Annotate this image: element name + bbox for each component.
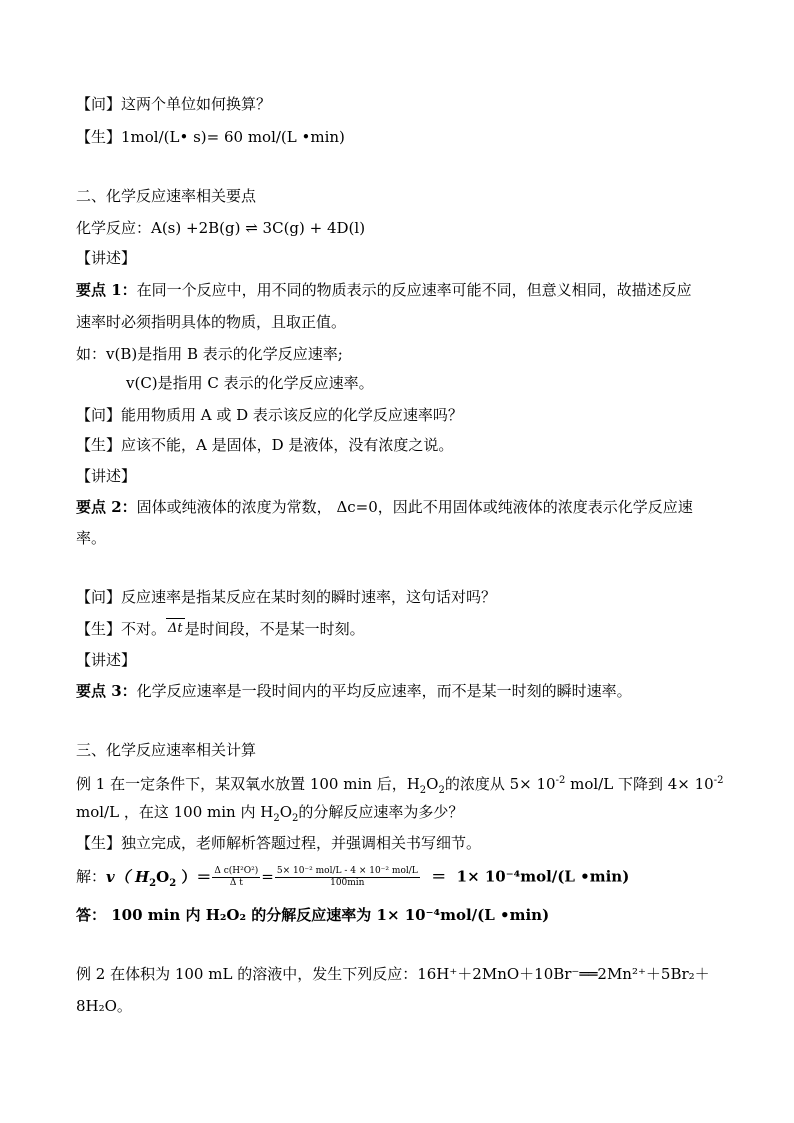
example-2-line-1: 例 2 在体积为 100 mL 的溶液中，发生下列反应：16H⁺＋2MnO＋10Br⁻══2Mn²⁺＋5Br₂＋ bbox=[76, 965, 710, 983]
solution-fraction-1 bbox=[212, 866, 260, 889]
question-3: 【问】反应速率是指某反应在某时刻的瞬时速率，这句话对吗？ bbox=[76, 588, 497, 606]
example-1-text-c: mol/L 下降到 4× 10 bbox=[565, 775, 714, 793]
answer-3-prefix: 【生】不对。 bbox=[76, 620, 167, 638]
example-vc: v(C)是指用 C 表示的化学反应速率。 bbox=[126, 374, 374, 392]
delta-t-symbol: Δt bbox=[166, 618, 185, 639]
point-2-line bbox=[76, 497, 693, 517]
point-3-label: 要点 3： bbox=[76, 682, 137, 700]
solution-label: 解： bbox=[76, 867, 107, 886]
solution-line: 解：v（ $H_2O_2$ ）＝ $\frac{\text{Δ c(H²O²)}}{\text{Δ t}}$ = $\frac{\text{5× 10⁻² mol/L - 4 × 10⁻² mol/L}}{100\min}$ ＝ 1× 10⁻⁴mol/(L •min) bbox=[76, 866, 630, 889]
answer-label: 答： bbox=[76, 906, 107, 924]
example-1-line-2: mol/L ，在这 100 min 内 $H_2O_2$的分解反应速率为多少？ bbox=[76, 803, 464, 824]
section-3-title: 三、化学反应速率相关计算 bbox=[76, 741, 257, 759]
example-1-text-a: 例 1 在一定条件下，某双氧水放置 100 min 后， bbox=[76, 775, 407, 793]
example-1-text-b: 的浓度从 5× 10 bbox=[444, 775, 556, 793]
example-1-text-e: 的分解反应速率为多少？ bbox=[298, 803, 464, 821]
fraction-1-denominator: Δ t bbox=[229, 878, 243, 888]
section-2-title: 二、化学反应速率相关要点 bbox=[76, 187, 257, 205]
answer-3 bbox=[76, 618, 365, 639]
point-1-text: 在同一个反应中，用不同的物质表示的反应速率可能不同，但意义相同，故描述反应 bbox=[136, 281, 692, 299]
point-2-line-2: 率。 bbox=[76, 529, 107, 547]
point-1-label: 要点 1： bbox=[76, 281, 137, 299]
point-2-label: 要点 2： bbox=[76, 498, 137, 516]
question-line: 【问】这两个单位如何换算？ bbox=[76, 95, 272, 113]
question-2: 【问】能用物质用 A 或 D 表示该反应的化学反应速率吗？ bbox=[76, 406, 463, 424]
fraction-2-numerator: 5× 10⁻² mol/L - 4 × 10⁻² mol/L bbox=[276, 866, 418, 876]
answer-line bbox=[76, 905, 549, 925]
reaction-equation: 化学反应：A(s) +2B(g) ⇌ 3C(g) + 4D(l) bbox=[76, 219, 366, 237]
point-3-line bbox=[76, 681, 632, 701]
example-1-text-d: mol/L ，在这 100 min 内 bbox=[76, 803, 261, 821]
answer-2: 【生】应该不能，A 是固体，D 是液体，没有浓度之说。 bbox=[76, 436, 454, 454]
point-2-text: 固体或纯液体的浓度为常数， Δc=0，因此不用固体或纯液体的浓度表示化学反应速 bbox=[136, 498, 693, 516]
example-vb: 如：v(B)是指用 B 表示的化学反应速率; bbox=[76, 345, 343, 363]
lecture-heading-2: 【讲述】 bbox=[76, 467, 137, 485]
student-work-line: 【生】独立完成，老师解析答题过程，并强调相关书写细节。 bbox=[76, 834, 482, 852]
answer-3-suffix: 是时间段，不是某一时刻。 bbox=[184, 620, 365, 638]
solution-result: 1× 10⁻⁴mol/(L •min) bbox=[456, 867, 630, 886]
fraction-1-numerator: Δ c(H²O²) bbox=[214, 866, 259, 876]
lecture-heading-1: 【讲述】 bbox=[76, 249, 137, 267]
example-1-line-1: 例 1 在一定条件下，某双氧水放置 100 min 后，$H_2O_2$的浓度从 $5\times 10^{-2}$ mol/L 下降到 $4\times 10^{-2}$ bbox=[76, 775, 724, 796]
solution-v: v（ H bbox=[106, 867, 150, 886]
example-2-line-2: 8H₂O。 bbox=[76, 997, 132, 1015]
point-3-text: 化学反应速率是一段时间内的平均反应速率，而不是某一时刻的瞬时速率。 bbox=[136, 682, 632, 700]
lecture-heading-3: 【讲述】 bbox=[76, 651, 137, 669]
point-1-line bbox=[76, 280, 692, 300]
solution-fraction-2 bbox=[275, 866, 420, 889]
point-1-line-2: 速率时必须指明具体的物质，且取正值。 bbox=[76, 313, 347, 331]
fraction-2-denominator: 100min bbox=[330, 878, 365, 888]
answer-text: 100 min 内 H₂O₂ 的分解反应速率为 1× 10⁻⁴mol/(L •min) bbox=[106, 906, 550, 924]
student-answer-line: 【生】1mol/(L• s)= 60 mol/(L •min) bbox=[76, 128, 345, 146]
